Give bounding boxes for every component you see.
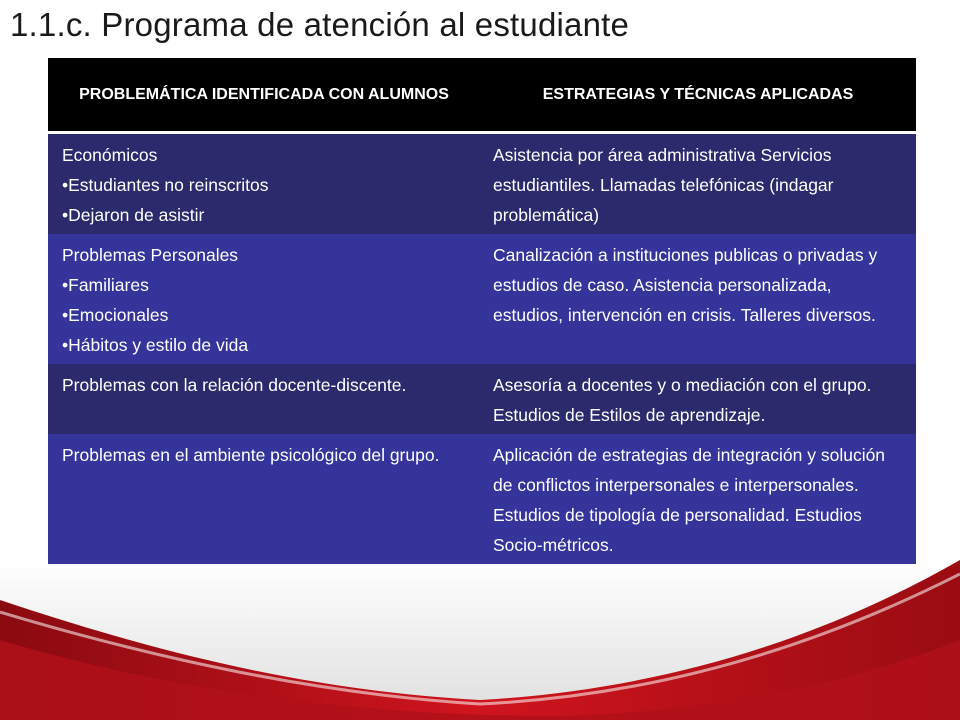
- problem-cell: [48, 133, 480, 235]
- problem-item: •Familiares: [62, 275, 149, 295]
- problem-cell: [48, 234, 480, 364]
- strategy-cell: [480, 133, 916, 235]
- strategy-text: Canalización a instituciones publicas o privadas y estudios de caso. Asistencia personalizada, estudios, intervención en crisis. Talleres diversos.: [493, 245, 878, 325]
- table-header-row: [48, 58, 916, 133]
- slide-title: 1.1.c. Programa de atención al estudiante: [10, 6, 630, 43]
- header-estrategias: ESTRATEGIAS Y TÉCNICAS APLICADAS: [480, 58, 916, 133]
- table-row: [48, 234, 916, 364]
- problem-cell: [48, 364, 480, 434]
- table-row: [48, 434, 916, 564]
- problem-item: •Emocionales: [62, 305, 169, 325]
- problems-strategies-table: [48, 58, 916, 564]
- table-row: [48, 133, 916, 235]
- strategy-text: Aplicación de estrategias de integración y solución de conflictos interpersonales e interpersonales. Estudios de tipología de personalidad. Estudios Socio-métricos.: [493, 445, 886, 555]
- problem-item: •Estudiantes no reinscritos: [62, 175, 269, 195]
- header-problematica: PROBLEMÁTICA IDENTIFICADA CON ALUMNOS: [48, 58, 480, 133]
- strategy-cell: [480, 434, 916, 564]
- problem-heading: Económicos: [62, 145, 158, 165]
- problem-heading: Problemas Personales: [62, 245, 239, 265]
- table-row: [48, 364, 916, 434]
- problem-item: •Hábitos y estilo de vida: [62, 335, 249, 355]
- problem-item: •Dejaron de asistir: [62, 205, 205, 225]
- problem-cell: [48, 434, 480, 564]
- strategy-cell: [480, 364, 916, 434]
- problem-heading: Problemas en el ambiente psicológico del grupo.: [62, 445, 440, 465]
- problem-heading: Problemas con la relación docente-discente.: [62, 375, 407, 395]
- strategy-cell: [480, 234, 916, 364]
- strategy-text: Asistencia por área administrativa Servicios estudiantiles. Llamadas telefónicas (indagar problemática): [493, 145, 834, 225]
- strategy-text: Asesoría a docentes y o mediación con el grupo. Estudios de Estilos de aprendizaje.: [493, 375, 872, 425]
